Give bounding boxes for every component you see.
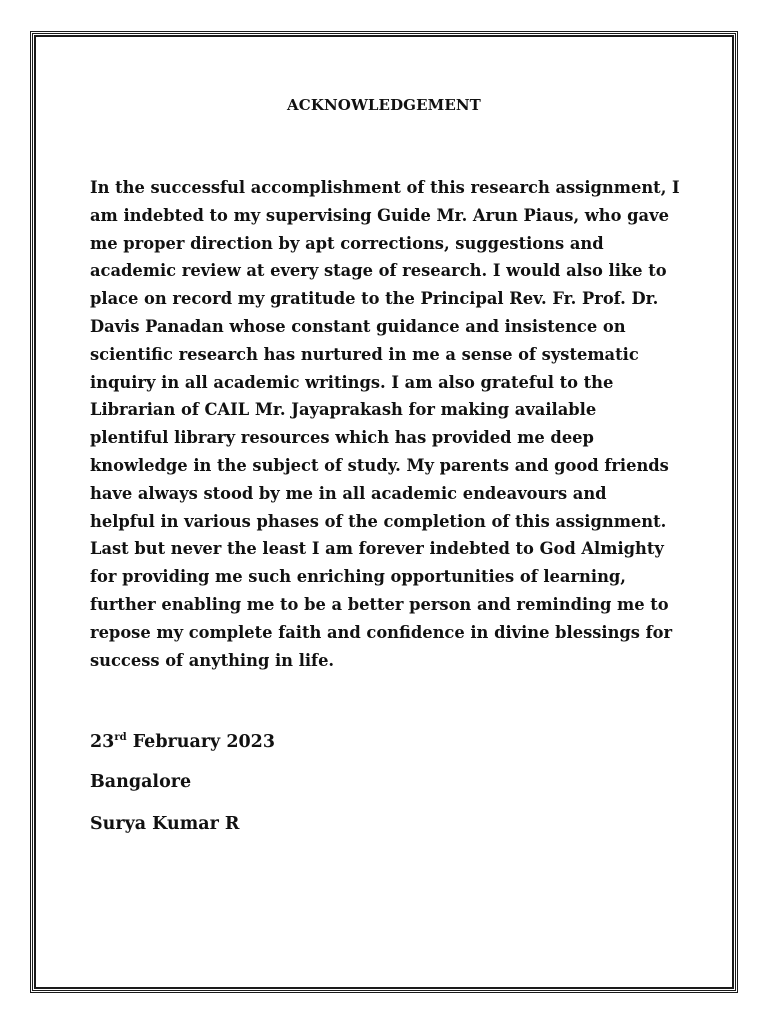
body-line: place on record my gratitude to the Principal Rev. Fr. Prof. Dr. <box>90 289 659 309</box>
body-line: repose my complete faith and confidence in divine blessings for <box>90 622 673 642</box>
body-line: academic review at every stage of research. I would also like to <box>90 261 667 281</box>
body-line: Davis Panadan whose constant guidance and insistence on <box>90 316 626 336</box>
body-line: helpful in various phases of the completion of this assignment. <box>90 511 667 531</box>
signature-place: Bangalore <box>90 772 192 792</box>
date-day: 23 <box>90 732 115 752</box>
signature-date <box>90 732 275 752</box>
body-line: Librarian of CAIL Mr. Jayaprakash for making available <box>90 400 597 420</box>
signature-name: Surya Kumar R <box>90 814 240 834</box>
body-line: further enabling me to be a better person and reminding me to <box>90 594 669 614</box>
body-line: scientific research has nurtured in me a sense of systematic <box>90 344 639 364</box>
date-ordinal-suffix: rd <box>114 732 127 744</box>
body-line: have always stood by me in all academic endeavours and <box>90 483 607 503</box>
body-line: Last but never the least I am forever indebted to God Almighty <box>90 539 664 559</box>
body-line: for providing me such enriching opportunities of learning, <box>90 567 626 587</box>
body-line: inquiry in all academic writings. I am also grateful to the <box>90 372 614 392</box>
body-line: In the successful accomplishment of this research assignment, I <box>90 178 680 197</box>
body-line: plentiful library resources which has provided me deep <box>90 428 594 448</box>
acknowledgement-body <box>90 174 688 674</box>
body-line: knowledge in the subject of study. My parents and good friends <box>90 455 669 475</box>
body-line: am indebted to my supervising Guide Mr. Arun Piaus, who gave <box>90 205 669 225</box>
body-line: me proper direction by apt corrections, suggestions and <box>90 233 604 253</box>
body-line: success of anything in life. <box>90 650 335 670</box>
date-month-year: February 2023 <box>126 732 276 752</box>
document-title: ACKNOWLEDGEMENT <box>287 96 481 114</box>
